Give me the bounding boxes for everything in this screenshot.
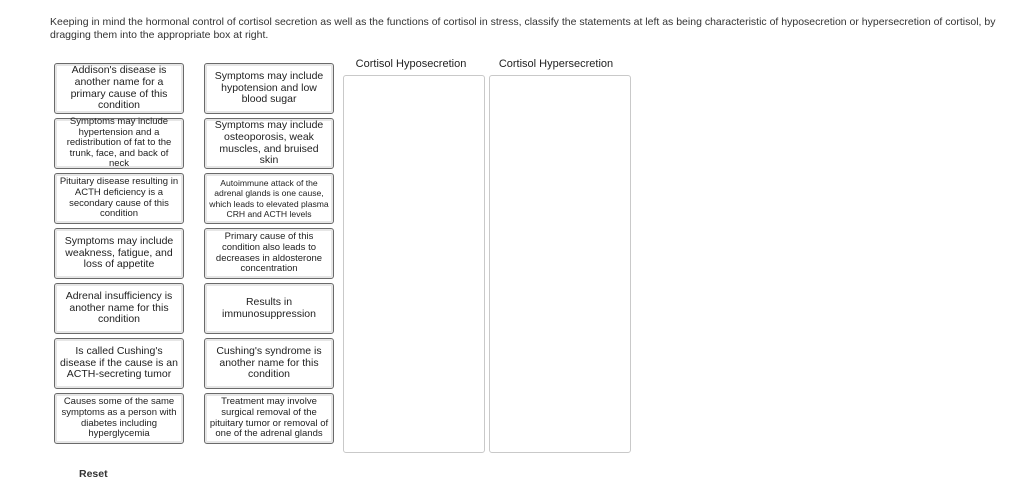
reset-button[interactable]: Reset bbox=[79, 468, 108, 480]
hypersecretion-heading: Cortisol Hypersecretion bbox=[498, 58, 614, 70]
statement-card[interactable]: Addison's disease is another name for a primary cause of this condition bbox=[54, 63, 184, 114]
statement-card[interactable]: Adrenal insufficiency is another name for this condition bbox=[54, 283, 184, 334]
statement-card[interactable]: Symptoms may include hypotension and low blood sugar bbox=[204, 63, 334, 114]
statement-card[interactable]: Causes some of the same symptoms as a person with diabetes including hyperglycemia bbox=[54, 393, 184, 444]
statement-card[interactable]: Results in immunosuppression bbox=[204, 283, 334, 334]
hypersecretion-dropzone[interactable] bbox=[489, 75, 631, 453]
hyposecretion-heading: Cortisol Hyposecretion bbox=[355, 58, 467, 70]
hyposecretion-dropzone[interactable] bbox=[343, 75, 485, 453]
statement-card[interactable]: Symptoms may include osteoporosis, weak muscles, and bruised skin bbox=[204, 118, 334, 169]
statement-card[interactable]: Pituitary disease resulting in ACTH deficiency is a secondary cause of this condition bbox=[54, 173, 184, 224]
statement-card[interactable]: Symptoms may include hypertension and a redistribution of fat to the trunk, face, and back of neck bbox=[54, 118, 184, 169]
statement-card[interactable]: Is called Cushing's disease if the cause is an ACTH-secreting tumor bbox=[54, 338, 184, 389]
statement-card[interactable]: Primary cause of this condition also leads to decreases in aldosterone concentration bbox=[204, 228, 334, 279]
statement-card[interactable]: Symptoms may include weakness, fatigue, and loss of appetite bbox=[54, 228, 184, 279]
instructions-text: Keeping in mind the hormonal control of cortisol secretion as well as the functions of cortisol in stress, classify the statements at left as being characteristic of hyposecretion or hypersecretion of cortisol, by dragging them into the appropriate box at right. bbox=[50, 16, 996, 41]
statement-card[interactable]: Autoimmune attack of the adrenal glands is one cause, which leads to elevated plasma CRH and ACTH levels bbox=[204, 173, 334, 224]
statement-card[interactable]: Treatment may involve surgical removal of the pituitary tumor or removal of one of the adrenal glands bbox=[204, 393, 334, 444]
statement-card[interactable]: Cushing's syndrome is another name for this condition bbox=[204, 338, 334, 389]
